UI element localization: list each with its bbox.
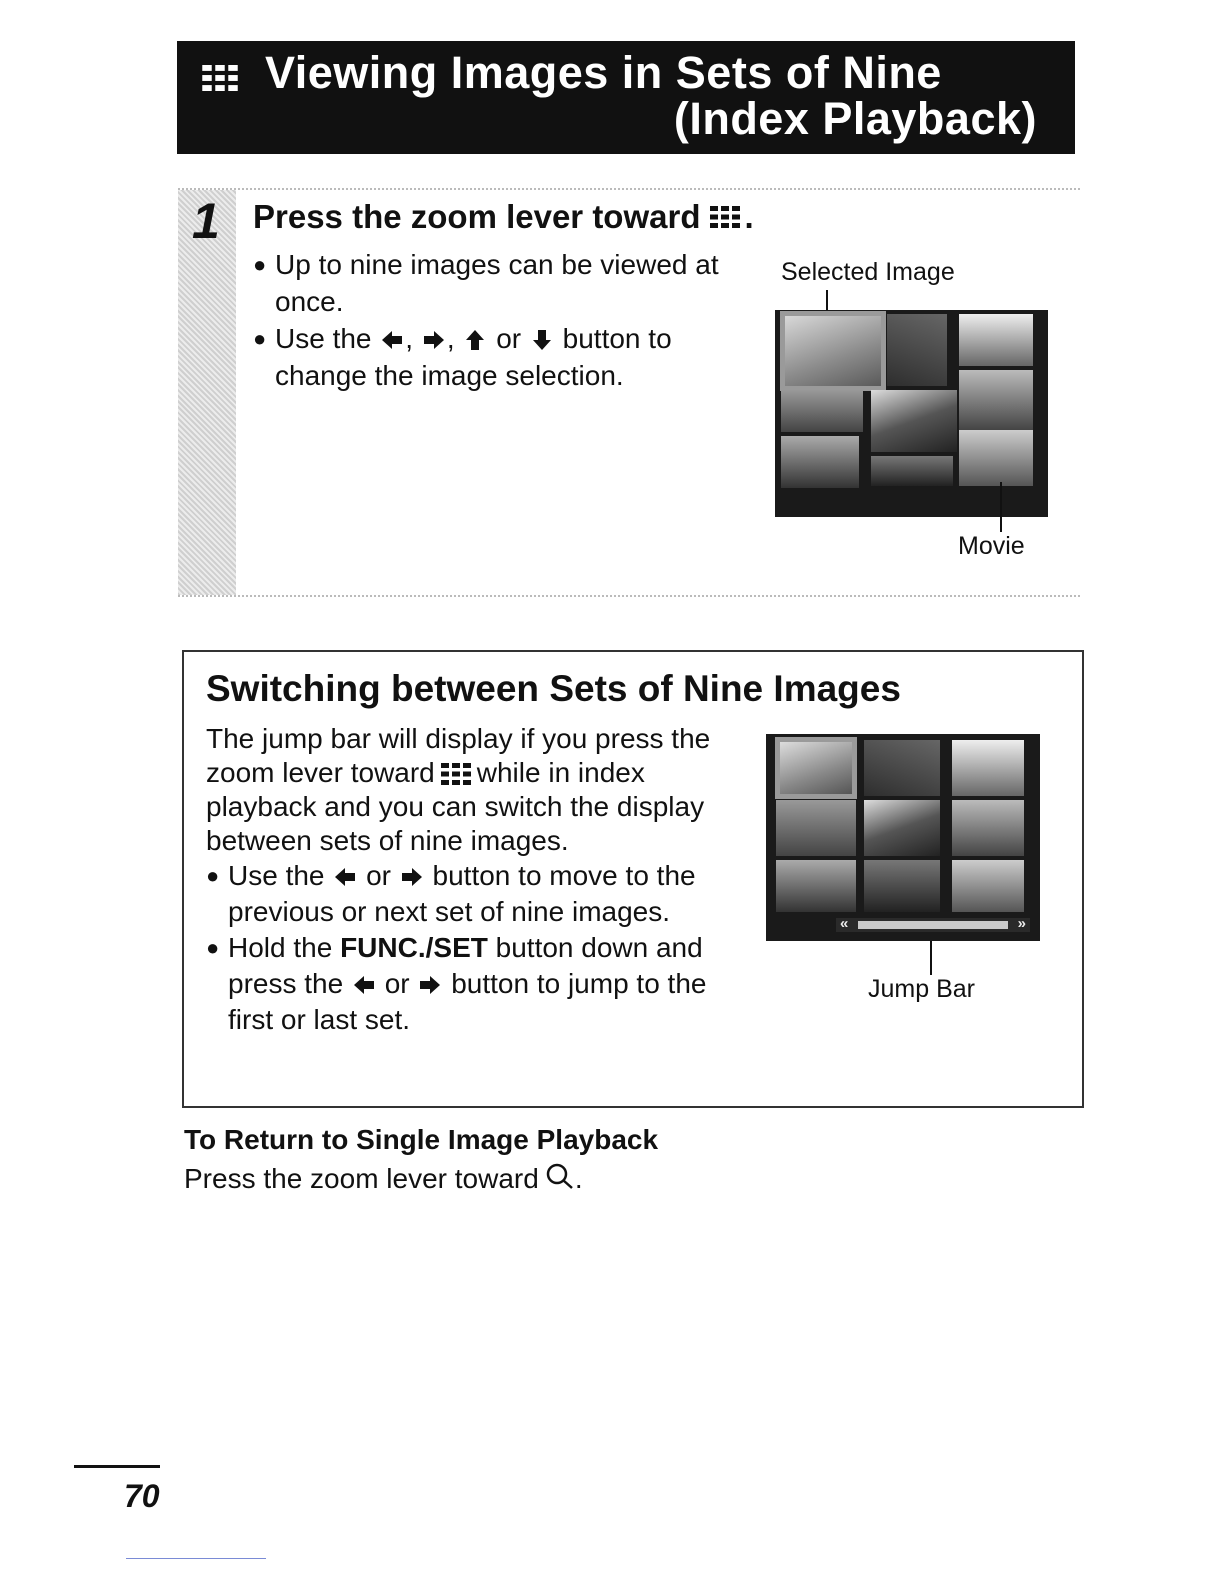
- thumbnail: [864, 800, 940, 856]
- step-heading-period: .: [744, 198, 754, 235]
- thumbnail: [959, 370, 1033, 430]
- step-heading: [253, 198, 754, 236]
- selected-image-label: Selected Image: [781, 258, 955, 286]
- bullet-text: or: [384, 968, 410, 999]
- switching-heading: Switching between Sets of Nine Images: [206, 668, 901, 709]
- thumbnail: [776, 800, 856, 856]
- movie-label: Movie: [958, 532, 1025, 560]
- switching-paragraph: [206, 722, 746, 858]
- footer-rule: [126, 1558, 266, 1559]
- step-heading-text: Press the zoom lever toward: [253, 198, 701, 235]
- thumbnail: [781, 436, 859, 488]
- index-screen-1: [775, 310, 1048, 517]
- down-arrow-icon: [531, 329, 553, 351]
- thumbnail: [887, 314, 947, 386]
- thumbnail: [952, 800, 1024, 856]
- bullet-text: Up to nine images can be viewed at once.: [275, 249, 719, 317]
- page-title-line2: (Index Playback): [673, 93, 1037, 144]
- switching-body: [206, 722, 746, 1038]
- func-set-button-name: FUNC./SET: [340, 932, 488, 963]
- thumbnail: [781, 390, 863, 432]
- list-item: [206, 858, 746, 930]
- step-number: 1: [192, 193, 220, 249]
- thumbnail-movie: [959, 430, 1033, 486]
- jump-bar-pointer: [930, 941, 932, 975]
- list-item: [253, 320, 733, 394]
- page-title-line1: Viewing Images in Sets of Nine: [265, 47, 942, 98]
- jump-bar-label: Jump Bar: [868, 975, 975, 1003]
- paragraph-text: while in index playback and you can switch the display between sets of nine images.: [206, 757, 705, 856]
- index-playback-icon: [710, 206, 740, 228]
- bullet-text: Use the: [275, 323, 372, 354]
- separator: ,: [405, 323, 414, 354]
- thumbnail: [864, 740, 940, 796]
- bullet-text: button to change the image selection.: [275, 323, 672, 391]
- step-stripe: [178, 190, 236, 595]
- return-section-text: [184, 1162, 583, 1195]
- bullet-text: or: [496, 323, 522, 354]
- thumbnail-selected: [780, 742, 852, 794]
- index-screen-2: [766, 734, 1040, 941]
- right-arrow-icon: [401, 866, 423, 888]
- list-item: [206, 930, 746, 1038]
- thumbnail: [871, 390, 957, 452]
- magnifier-icon: [545, 1162, 575, 1190]
- page-title-banner: [177, 41, 1075, 154]
- thumbnail: [959, 314, 1033, 366]
- bullet-text: button to move to the previous or next set of nine images.: [228, 860, 696, 927]
- jump-bar-track: [858, 921, 1008, 929]
- index-playback-icon: [441, 763, 471, 785]
- thumbnail-selected: [785, 316, 881, 386]
- right-arrow-icon: [423, 329, 445, 351]
- page-number: 70: [124, 1478, 160, 1514]
- bullet-text: Hold the: [228, 932, 333, 963]
- bullet-text: button to jump to the first or last set.: [228, 968, 707, 1035]
- separator: ,: [446, 323, 455, 354]
- jump-bar: [836, 915, 1030, 932]
- thumbnail: [952, 740, 1024, 796]
- thumbnail-movie: [952, 860, 1024, 912]
- index-playback-icon: [201, 65, 239, 91]
- bullet-text: or: [366, 860, 391, 891]
- step-bullets: [253, 246, 733, 394]
- thumbnail: [871, 456, 953, 486]
- movie-pointer: [1000, 482, 1002, 532]
- return-text: Press the zoom lever toward: [184, 1163, 539, 1194]
- list-item: [253, 246, 733, 320]
- return-section-title: To Return to Single Image Playback: [184, 1124, 659, 1155]
- left-arrow-icon: [381, 329, 403, 351]
- selected-image-pointer: [826, 290, 828, 312]
- jump-first-icon: «: [840, 915, 849, 932]
- jump-last-icon: »: [1017, 915, 1026, 932]
- up-arrow-icon: [464, 329, 486, 351]
- left-arrow-icon: [334, 866, 356, 888]
- right-arrow-icon: [419, 974, 441, 996]
- return-text-period: .: [574, 1163, 583, 1194]
- page-number-rule: [74, 1465, 160, 1468]
- bullet-text: button down and press the: [228, 932, 703, 999]
- paragraph-text: The jump bar will display if you press the zoom lever toward: [206, 723, 711, 788]
- left-arrow-icon: [353, 974, 375, 996]
- thumbnail: [864, 860, 940, 912]
- thumbnail: [776, 860, 856, 912]
- bullet-text: Use the: [228, 860, 325, 891]
